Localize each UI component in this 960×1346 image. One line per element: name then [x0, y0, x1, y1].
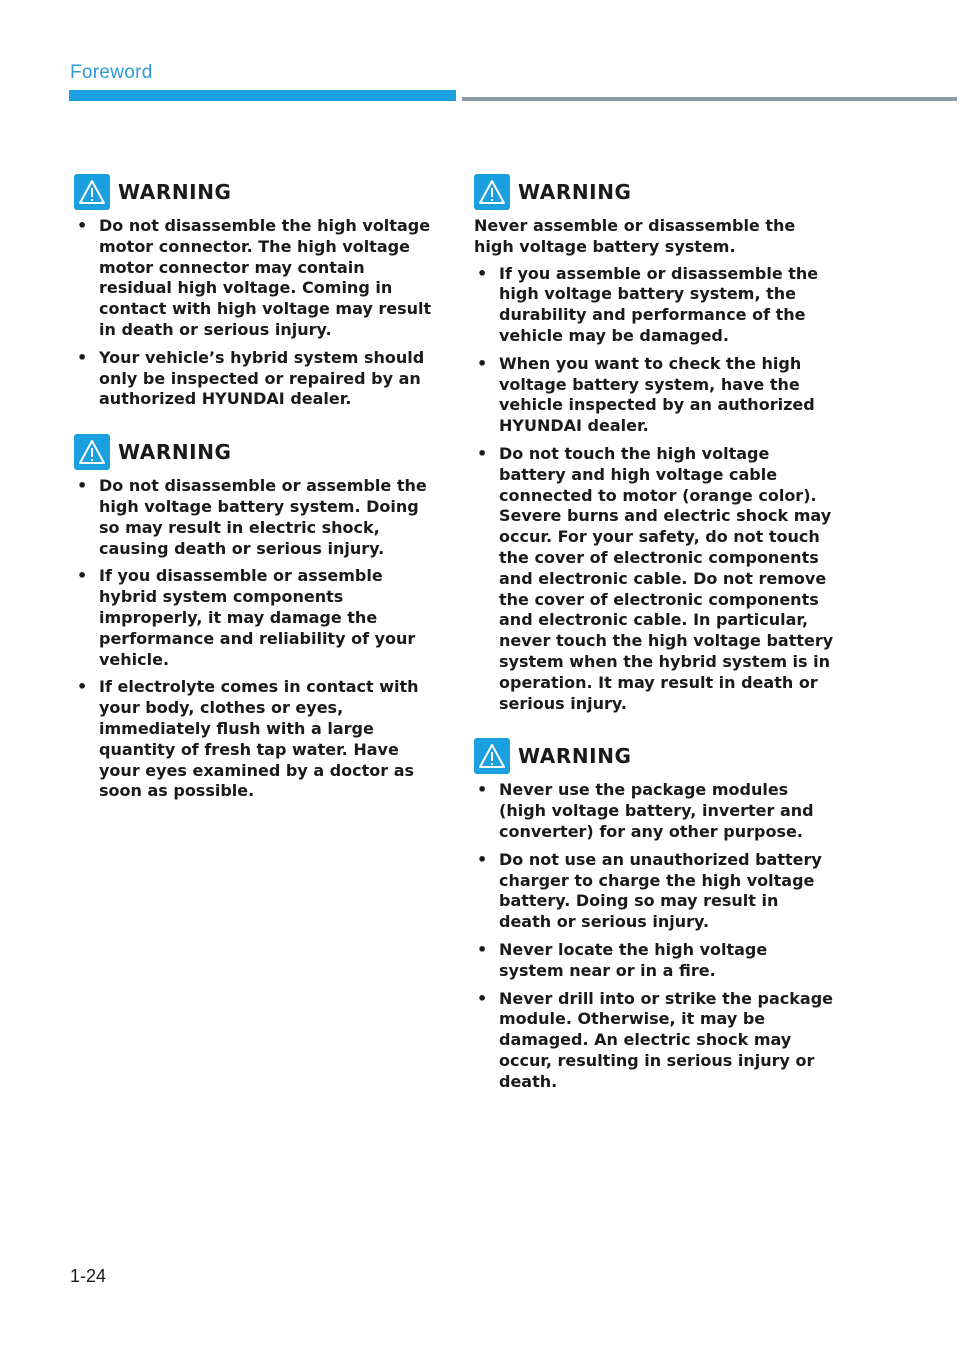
- list-item-text: If you disassemble or assemble hybrid system components improperly, it may damage the performance and reliability of your vehicle.: [99, 566, 416, 669]
- list-item: [74, 677, 436, 802]
- warning-header: [474, 736, 836, 776]
- warning-header: [74, 432, 436, 472]
- warning-triangle-icon: [474, 174, 510, 210]
- bullet: •: [477, 263, 488, 283]
- right-column: [474, 172, 836, 1114]
- warning-triangle-icon: [74, 174, 110, 210]
- list-item: [474, 264, 836, 347]
- bullet: •: [77, 347, 88, 367]
- warning-label: WARNING: [118, 440, 232, 465]
- warning-list: [474, 264, 836, 715]
- list-item: [474, 780, 836, 842]
- list-item: [474, 354, 836, 437]
- warning-intro: Never assemble or disassemble the high voltage battery system.: [474, 216, 796, 256]
- list-item-text: Never locate the high voltage system near or in a fire.: [499, 939, 768, 980]
- page-number: 1-24: [70, 1266, 107, 1286]
- list-item: [74, 476, 436, 559]
- list-item: [74, 348, 436, 410]
- warning-header: [474, 172, 836, 212]
- warning-block: [74, 172, 436, 410]
- bullet: •: [77, 677, 88, 697]
- list-item: [474, 850, 836, 933]
- list-item: [474, 444, 836, 714]
- list-item-text: Do not disassemble or assemble the high voltage battery system. Doing so may result in electric shock, causing death or serious injury.: [99, 476, 427, 558]
- bullet: •: [477, 780, 488, 800]
- left-column: [74, 172, 436, 824]
- warning-block: [474, 736, 836, 1092]
- warning-triangle-icon: [74, 434, 110, 470]
- bullet: •: [477, 939, 488, 959]
- list-item: [474, 989, 836, 1093]
- list-item: [474, 940, 836, 982]
- warning-block: [74, 432, 436, 802]
- list-item-text: Never drill into or strike the package module. Otherwise, it may be damaged. An electric shock may occur, resulting in serious injury or death.: [499, 988, 834, 1091]
- bullet: •: [477, 988, 488, 1008]
- warning-header: [74, 172, 436, 212]
- warning-triangle-icon: [474, 738, 510, 774]
- warning-list: [474, 780, 836, 1092]
- bullet: •: [77, 476, 88, 496]
- list-item-text: If you assemble or disassemble the high voltage battery system, the durability and performance of the vehicle may be damaged.: [499, 263, 819, 345]
- list-item-text: When you want to check the high voltage battery system, have the vehicle inspected by an authorized HYUNDAI dealer.: [499, 353, 815, 436]
- warning-label: WARNING: [518, 744, 632, 769]
- bullet: •: [477, 443, 488, 463]
- bullet: •: [77, 566, 88, 586]
- list-item-text: Do not touch the high voltage battery and high voltage cable connected to motor (orange color). Severe burns and electric shock may occur. For your safety, do not touch the cover of electronic components and electronic cable. Do not remove the cover of electronic components and electronic cable. In particular, never touch the high voltage battery system when the hybrid system is in operation. It may result in death or serious injury.: [499, 443, 834, 713]
- warning-label: WARNING: [118, 180, 232, 204]
- list-item-text: Do not disassemble the high voltage motor connector. The high voltage motor connector may contain residual high voltage. Coming in contact with high voltage may result in death or serious injury.: [99, 216, 432, 339]
- list-item-text: Do not use an unauthorized battery charger to charge the high voltage battery. Doing so may result in death or serious injury.: [499, 849, 822, 932]
- section-title: Foreword: [70, 62, 153, 83]
- header-accent-rule: [69, 90, 456, 101]
- list-item-text: Your vehicle’s hybrid system should only be inspected or repaired by an authorized HYUNDAI dealer.: [99, 347, 425, 409]
- warning-list: [74, 476, 436, 802]
- warning-label: WARNING: [518, 180, 632, 204]
- list-item-text: Never use the package modules (high voltage battery, inverter and converter) for any other purpose.: [499, 780, 814, 841]
- bullet: •: [477, 353, 488, 373]
- bullet: •: [77, 216, 88, 235]
- header-divider-rule: [462, 97, 957, 101]
- warning-block: [474, 172, 836, 714]
- warning-list: [74, 216, 436, 410]
- bullet: •: [477, 849, 488, 869]
- list-item: [74, 216, 436, 341]
- list-item-text: If electrolyte comes in contact with your body, clothes or eyes, immediately flush with a large quantity of fresh tap water. Have your eyes examined by a doctor as soon as possible.: [99, 677, 419, 801]
- list-item: [74, 566, 436, 670]
